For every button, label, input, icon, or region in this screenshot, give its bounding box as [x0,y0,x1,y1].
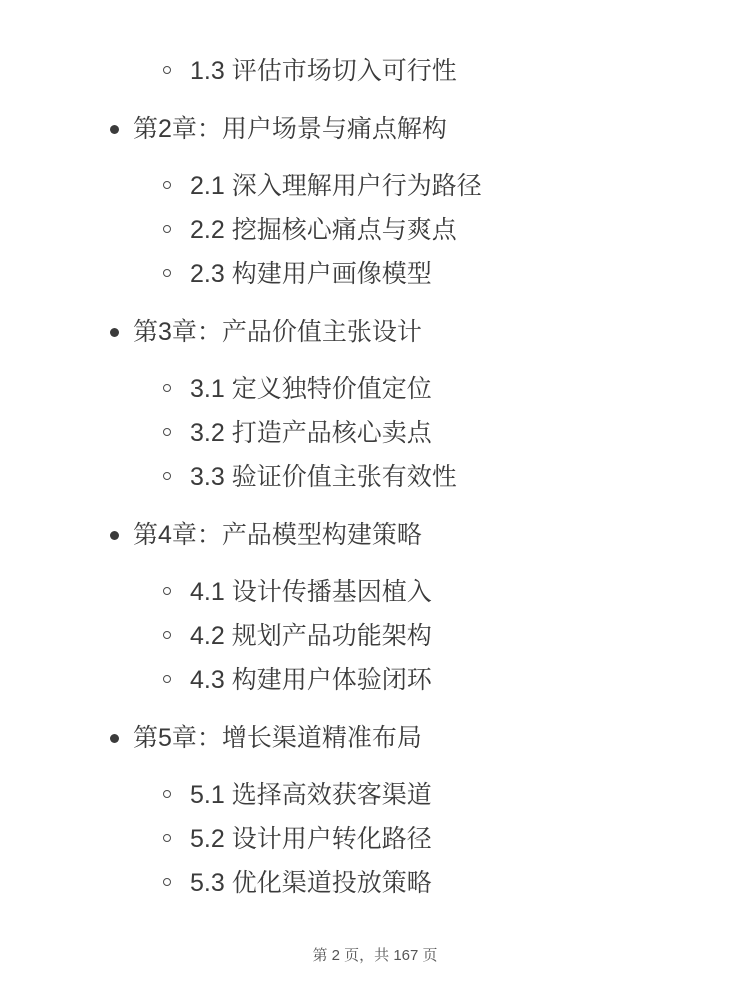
toc-subitem-text: 2.2 挖掘核心痛点与爽点 [190,216,457,244]
toc-subitem-text: 5.1 选择高效获客渠道 [190,781,432,809]
toc-subitem-list [0,782,750,896]
toc-subitem-text: 2.1 深入理解用户行为路径 [190,172,482,200]
toc-chapter-5 [0,725,750,896]
toc-subitem [0,58,750,84]
toc-chapter-3 [0,319,750,490]
toc-subitem [0,623,750,649]
toc-chapter-heading [0,725,750,751]
toc-subitem-text: 3.3 验证价值主张有效性 [190,463,457,491]
toc-subitem [0,464,750,490]
disc-bullet-icon [110,531,119,540]
toc-subitem [0,667,750,693]
toc-chapter-title-text: 第3章：产品价值主张设计 [133,318,422,346]
toc-subitem-text: 2.3 构建用户画像模型 [190,260,432,288]
toc-subitem-text: 5.3 优化渠道投放策略 [190,869,432,897]
circle-bullet-icon [163,631,171,639]
toc-subitem [0,782,750,808]
toc-subitem-list-continued [0,58,750,84]
toc-subitem-text: 4.1 设计传播基因植入 [190,578,432,606]
toc-subitem-text: 3.1 定义独特价值定位 [190,375,432,403]
circle-bullet-icon [163,269,171,277]
toc-subitem [0,870,750,896]
toc-subitem-text: 3.2 打造产品核心卖点 [190,419,432,447]
toc-subitem-text: 5.2 设计用户转化路径 [190,825,432,853]
toc-chapter-title-text: 第5章：增长渠道精准布局 [133,724,422,752]
circle-bullet-icon [163,181,171,189]
toc-subitem-text: 4.2 规划产品功能架构 [190,622,432,650]
toc-subitem [0,579,750,605]
toc-subitem [0,376,750,402]
toc-chapter-heading [0,522,750,548]
circle-bullet-icon [163,834,171,842]
toc-subitem-text: 4.3 构建用户体验闭环 [190,666,432,694]
toc-subitem [0,826,750,852]
circle-bullet-icon [163,587,171,595]
toc-subitem [0,217,750,243]
toc-subitem [0,420,750,446]
toc-chapter-4 [0,522,750,693]
toc-chapter-heading [0,319,750,345]
toc-chapter-heading [0,116,750,142]
toc-chapter-title-text: 第4章：产品模型构建策略 [133,521,422,549]
circle-bullet-icon [163,790,171,798]
circle-bullet-icon [163,428,171,436]
disc-bullet-icon [110,734,119,743]
disc-bullet-icon [110,125,119,134]
disc-bullet-icon [110,328,119,337]
toc-chapter-title-text: 第2章：用户场景与痛点解构 [133,115,447,143]
circle-bullet-icon [163,66,171,74]
toc-subitem-list [0,579,750,693]
toc-subitem-list [0,173,750,287]
toc-subitem [0,173,750,199]
toc-chapter-2 [0,116,750,287]
toc-subitem [0,261,750,287]
circle-bullet-icon [163,384,171,392]
page-number-indicator: 第 2 页，共 167 页 [312,947,438,964]
circle-bullet-icon [163,675,171,683]
circle-bullet-icon [163,225,171,233]
toc-subitem-text: 1.3 评估市场切入可行性 [190,57,457,85]
circle-bullet-icon [163,878,171,886]
circle-bullet-icon [163,472,171,480]
toc-subitem-list [0,376,750,490]
